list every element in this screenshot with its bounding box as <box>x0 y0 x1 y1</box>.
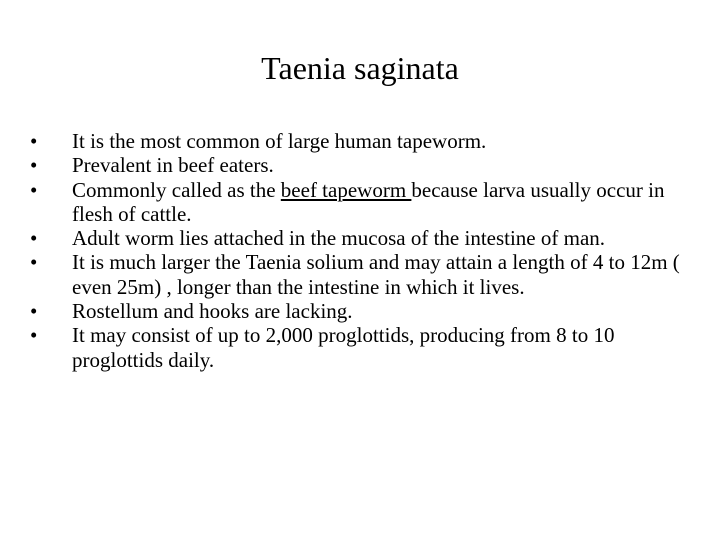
bullet-text: Rostellum and hooks are lacking. <box>72 299 353 324</box>
bullet-text-suffix: because larva usually occur in flesh of cattle. <box>72 177 665 226</box>
bullet-marker: • <box>30 250 38 275</box>
bullet-text: Adult worm lies attached in the mucosa of the intestine of man. <box>72 226 606 251</box>
bullet-text: It is the most common of large human tapeworm. <box>72 129 487 153</box>
bullet-marker: • <box>30 226 38 251</box>
bullet-marker: • <box>30 323 38 348</box>
bullet-list <box>30 129 702 372</box>
bullet-marker: • <box>30 129 38 153</box>
bullet-item <box>30 323 702 372</box>
bullet-item <box>30 153 702 177</box>
bullet-text: It is much larger the Taenia solium and may attain a length of 4 to 12m ( even 25m) , longer than the intestine in which it lives. <box>72 250 680 299</box>
bullet-text-prefix: Commonly called as the <box>72 177 281 202</box>
bullet-item <box>30 129 702 153</box>
bullet-item <box>30 250 702 299</box>
bullet-item <box>30 299 702 323</box>
bullet-marker: • <box>30 153 38 178</box>
bullet-marker: • <box>30 177 38 202</box>
bullet-text: Prevalent in beef eaters. <box>72 153 274 178</box>
bullet-item <box>30 178 702 227</box>
bullet-text: It may consist of up to 2,000 proglottids, producing from 8 to 10 proglottids daily. <box>72 323 615 372</box>
slide-title: Taenia saginata <box>261 50 459 86</box>
underlined-term: beef tapeworm <box>280 177 412 202</box>
bullet-item <box>30 226 702 250</box>
bullet-marker: • <box>30 299 38 324</box>
